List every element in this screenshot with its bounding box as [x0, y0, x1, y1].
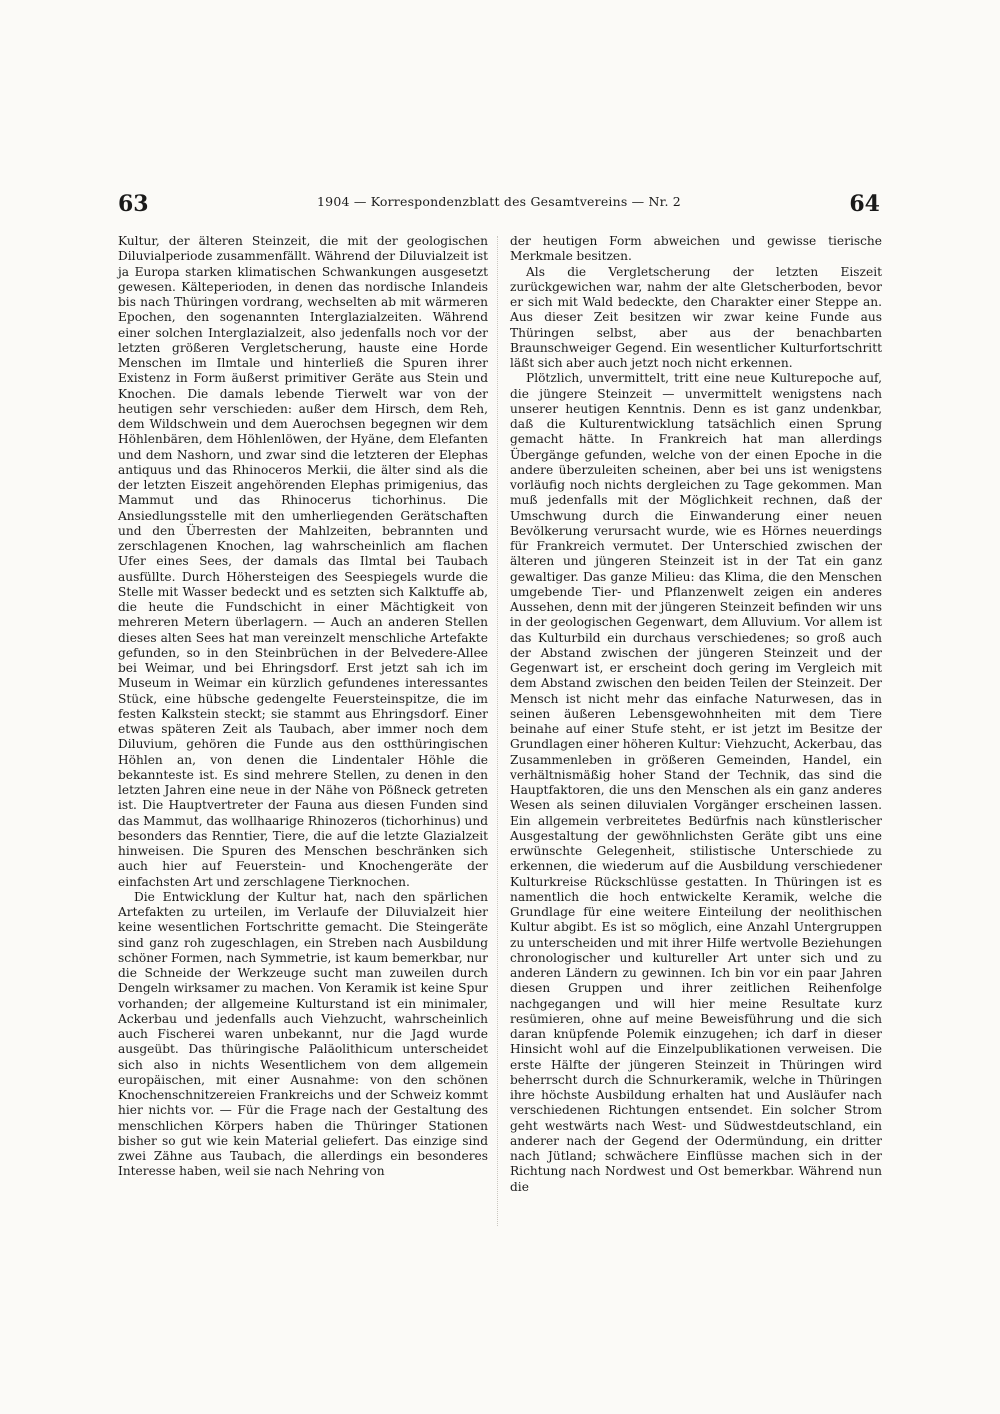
column-divider — [497, 236, 498, 1226]
page-header — [118, 190, 880, 224]
paragraph: Kultur, der älteren Steinzeit, die mit der geologischen Diluvialperiode zusammenfällt. Während der Diluvialzeit ist ja Europa starken klimatischen Schwankungen ausgesetzt gewesen. Kälteperioden, in denen das nordische Inlandeis bis nach Thüringen vordrang, wechselten ab mit wärmeren Epochen, den sogenannten Interglazialzeiten. Während einer solchen Interglazialzeit, also jedenfalls noch vor der letzten größeren Vergletscherung, hauste eine Horde Menschen im Ilmtale und hinterließ die Spuren ihrer Existenz in Form äußerst primitiver Geräte aus Stein und Knochen. Die damals lebende Tierwelt war von der heutigen sehr verschieden: außer dem Hirsch, dem Reh, dem Wildschwein und dem Auerochsen begegnen wir dem Höhlenbären, dem Höhlenlöwen, der Hyäne, dem Elefanten und dem Nashorn, und zwar sind die letzteren der Elephas antiquus und das Rhinoceros Merkii, die älter sind als die der letzten Eiszeit angehörenden Elephas primigenius, das Mammut und das Rhinocerus tichorhinus. Die Ansiedlungsstelle mit den umherliegenden Gerätschaften und den Überresten der Mahlzeiten, bebrannten und zerschlagenen Knochen, lag wahrscheinlich am flachen Ufer eines Sees, der damals das Ilmtal bei Taubach ausfüllte. Durch Höhersteigen des Seespiegels wurde die Stelle mit Wasser bedeckt und es setzten sich Kalktuffe ab, die heute die Fundschicht in einer Mächtigkeit von mehreren Metern überlagern. — Auch an anderen Stellen dieses alten Sees hat man vereinzelt menschliche Artefakte gefunden, so in den Steinbrüchen in der Belvedere-Allee bei Weimar, und bei Ehringsdorf. Erst jetzt sah ich im Museum in Weimar ein kürzlich gefundenes interessantes Stück, eine hübsche gedengelte Feuersteinspitze, die im festen Kalkstein steckt; sie stammt aus Ehringsdorf. Einer etwas späteren Zeit als Taubach, aber immer noch dem Diluvium, gehören die Funde aus den ostthüringischen Höhlen an, von denen die Lindentaler Höhle die bekannteste ist. Es sind mehrere Stellen, zu denen in den letzten Jahren eine neue in der Nähe von Pößneck getreten ist. Die Hauptvertreter der Fauna aus diesen Funden sind das Mammut, das wollhaarige Rhinozeros (tichorhinus) und besonders das Renntier, Tiere, die auf die letzte Glazialzeit hinweisen. Die Spuren des Menschen beschränken sich auch hier auf Feuerstein- und Knochengeräte der einfachsten Art und zerschlagene Tierknochen. — [118, 234, 488, 889]
page-number-left: 63 — [118, 191, 149, 217]
right-column — [510, 234, 882, 1195]
running-title: 1904 — Korrespondenzblatt des Gesamtvereins — Nr. 2 — [317, 194, 681, 209]
paragraph: Die Entwicklung der Kultur hat, nach den spärlichen Artefakten zu urteilen, im Verlaufe der Diluvialzeit hier keine wesentlichen Fortschritte gemacht. Die Steingeräte sind ganz roh zugeschlagen, ein Streben nach Ausbildung schöner Formen, nach Symmetrie, ist kaum bemerkbar, nur die Schneide der Werkzeuge sucht man zuweilen durch Dengeln wirksamer zu machen. Von Keramik ist keine Spur vorhanden; der allgemeine Kulturstand ist ein minimaler, Ackerbau und jedenfalls auch Viehzucht, wahrscheinlich auch Fischerei waren unbekannt, nur die Jagd wurde ausgeübt. Das thüringische Paläolithicum unterscheidet sich also in nichts Wesentlichem von dem allgemein europäischen, mit einer Ausnahme: von den schönen Knochenschnitzereien Frankreichs und der Schweiz kommt hier nichts vor. — Für die Frage nach der Gestaltung des menschlichen Körpers haben die Thüringer Stationen bisher so gut wie kein Material geliefert. Das einzige sind zwei Zähne aus Taubach, die allerdings ein besonderes Interesse haben, weil sie nach Nehring von — [118, 889, 488, 1179]
page-number-right: 64 — [849, 191, 880, 217]
left-column — [118, 234, 488, 1180]
paragraph: Plötzlich, unvermittelt, tritt eine neue Kulturepoche auf, die jüngere Steinzeit — unvermittelt wenigstens nach unserer heutigen Kenntnis. Denn es ist ganz undenkbar, daß die Kulturentwicklung tatsächlich einen Sprung gemacht hätte. In Frankreich hat man allerdings Übergänge gefunden, welche von der einen Epoche in die andere überzuleiten scheinen, aber bei uns ist wenigstens vorläufig noch nichts dergleichen zu Tage gekommen. Man muß jedenfalls mit der Möglichkeit rechnen, daß der Umschwung durch die Einwanderung einer neuen Bevölkerung verursacht wurde, wie es Hörnes neuerdings für Frankreich vermutet. Der Unterschied zwischen der älteren und jüngeren Steinzeit ist in der Tat ein ganz gewaltiger. Das ganze Milieu: das Klima, die den Menschen umgebende Tier- und Pflanzenwelt zeigen ein anderes Aussehen, denn mit der jüngeren Steinzeit befinden wir uns in der geologischen Gegenwart, dem Alluvium. Vor allem ist das Kulturbild ein durchaus verschiedenes; so groß auch der Abstand zwischen der jüngeren Steinzeit und der Gegenwart ist, er erscheint doch gering im Vergleich mit dem Abstand zwischen den beiden Teilen der Steinzeit. Der Mensch ist nicht mehr das einfache Naturwesen, das in seinen äußeren Lebensgewohnheiten mit dem Tiere beinahe auf einer Stufe steht, er ist jetzt im Besitze der Grundlagen einer höheren Kultur: Viehzucht, Ackerbau, das Zusammenleben in größeren Gemeinden, Handel, ein verhältnismäßig hoher Stand der Technik, das sind die Hauptfaktoren, die uns den Menschen als ein ganz anderes Wesen als seinen diluvialen Vorgänger erscheinen lassen. Ein allgemein verbreitetes Bedürfnis nach künstlerischer Ausgestaltung der gewöhnlichsten Geräte gibt uns eine erwünschte Gelegenheit, stilistische Unterschiede zu erkennen, die wiederum auf die Ausbildung verschiedener Kulturkreise Rückschlüsse gestatten. In Thüringen ist es namentlich die hoch entwickelte Keramik, welche die Grundlage für eine weitere Einteilung der neolithischen Kultur abgibt. Es ist so möglich, eine Anzahl Untergruppen zu unterscheiden und mit ihrer Hilfe wertvolle Beziehungen chronologischer und kultureller Art unter sich und zu anderen Ländern zu gewinnen. Ich bin vor ein paar Jahren diesen Gruppen und ihrer zeitlichen Reihenfolge nachgegangen und will hier meine Resultate kurz resümieren, ohne auf meine Beweisführung und die sich daran knüpfende Polemik einzugehen; ich darf in dieser Hinsicht wohl auf die Einzelpublikationen verweisen. Die erste Hälfte der jüngeren Steinzeit in Thüringen wird beherrscht durch die Schnurkeramik, welche in Thüringen ihre höchste Ausbildung erhalten hat und Ausläufer nach verschiedenen Richtungen entsendet. Ein solcher Strom geht westwärts nach West- und Südwestdeutschland, ein anderer nach der Gegend der Odermündung, ein dritter nach Jütland; schwächere Einflüsse machen sich in der Richtung nach Nordwest und Ost bemerkbar. Während nun die — [510, 371, 882, 1194]
paragraph: der heutigen Form abweichen und gewisse tierische Merkmale besitzen. — [510, 234, 882, 264]
paragraph: Als die Vergletscherung der letzten Eiszeit zurückgewichen war, nahm der alte Gletscherboden, bevor er sich mit Wald bedeckte, den Charakter einer Steppe an. Aus dieser Zeit besitzen wir zwar keine Funde aus Thüringen selbst, aber aus der benachbarten Braunschweiger Gegend. Ein wesentlicher Kulturfortschritt läßt sich aber auch jetzt noch nicht erkennen. — [510, 264, 882, 370]
